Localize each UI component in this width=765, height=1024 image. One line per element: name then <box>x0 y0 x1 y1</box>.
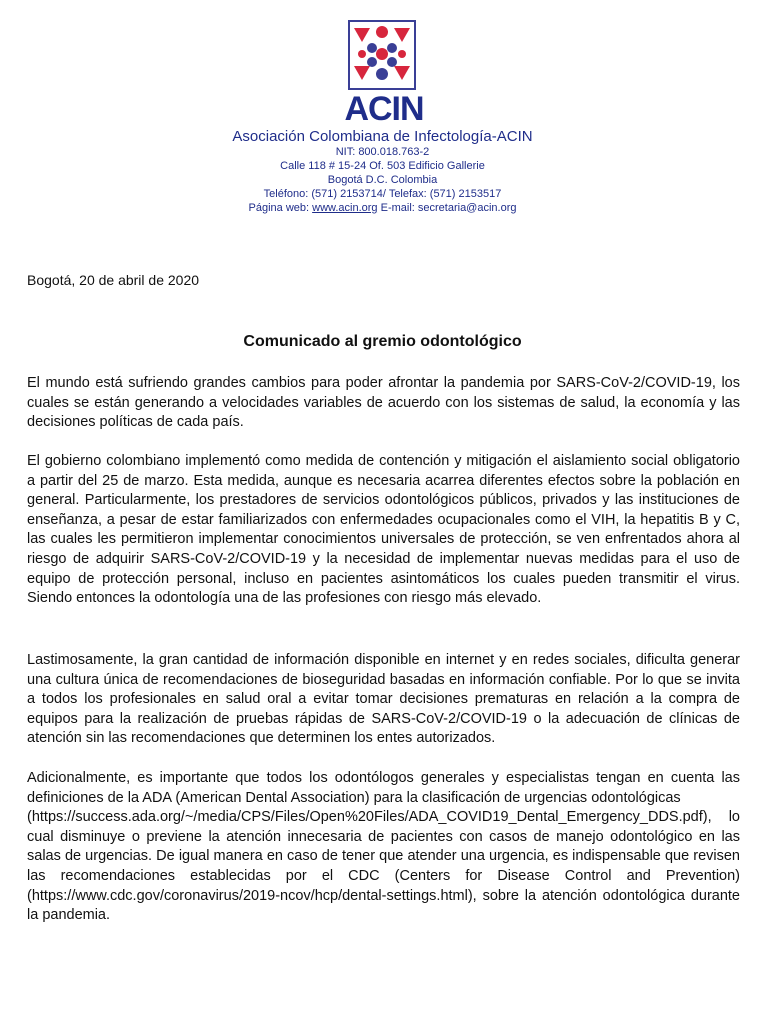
paragraph-1: El mundo está sufriendo grandes cambios para poder afrontar la pandemia por SARS-CoV-2/COVID-19, los cuales se están generando a velocidades variables de acuerdo con los sistemas de salud, la economía y las decisiones políticas de cada país. <box>27 375 740 431</box>
website-link[interactable]: www.acin.org <box>312 202 378 214</box>
logo-emblem <box>348 20 416 90</box>
email-text: E-mail: secretaria@acin.org <box>377 202 517 214</box>
paragraph-2: El gobierno colombiano implementó como medida de contención y mitigación el aislamiento social obligatorio a partir del 25 de marzo. Esta medida, aunque es necesaria acarrea diferentes efectos sobre la población en general. Particularmente, los prestadores de servicios odontológicos públicos, privados y las instituciones de enseñanza, a pesar de estar familiarizados con enfermedades ocupacionales como el VIH, la hepatitis B y C, las cuales les permitieron implementar conocimientos universales de protección, se ven enfrentados ahora al riesgo de adquirir SARS-CoV-2/COVID-19 y la necesidad de implementar nuevas medidas para el uso de equipo de protección personal, incluso en pacientes asintomáticos los cuales pueden transmitir el virus. Siendo entonces la odontología una de las profesiones con riesgo más elevado. <box>27 453 740 607</box>
paragraph-4 <box>27 769 740 926</box>
organization-contact <box>200 201 565 215</box>
paragraph-4-body: lo cual disminuye o previene la atención innecesaria de pacientes con casos de manejo odontológico en las salas de urgencias. De igual manera en caso de tener que atender una urgencia, es indispensable que revisen las recomendaciones establecidas por el CDC (Centers for Disease Control and Prevention) (https://www.cdc.gov/coronavirus/2019-ncov/hcp/dental-settings.html), sobre la atención odontológica durante la pandemia. <box>27 809 740 924</box>
organization-address: Calle 118 # 15-24 Of. 503 Edificio Gallerie <box>280 160 485 172</box>
letter-date: Bogotá, 20 de abril de 2020 <box>27 272 200 288</box>
letterhead <box>200 128 565 215</box>
letter-title: Comunicado al gremio odontológico <box>243 333 522 350</box>
ada-url: (https://success.ada.org/~/media/CPS/Files/Open%20Files/ADA_COVID19_Dental_Emergency_DDS.pdf), <box>27 809 712 826</box>
logo-emblem-graphic <box>350 22 414 88</box>
organization-phone: Teléfono: (571) 2153714/ Telefax: (571) 2153517 <box>263 188 502 200</box>
paragraph-4-intro: Adicionalmente, es importante que todos los odontólogos generales y especialistas tengan en cuenta las definiciones de la ADA (American Dental Association) para la clasificación de urgencias odontológicas <box>27 770 740 806</box>
logo-wordmark: ACIN <box>344 90 424 128</box>
organization-city: Bogotá D.C. Colombia <box>327 174 438 186</box>
acin-logo <box>338 20 428 128</box>
web-label: Página web: <box>248 202 313 214</box>
paragraph-3: Lastimosamente, la gran cantidad de información disponible en internet y en redes sociales, dificulta generar una cultura única de recomendaciones de bioseguridad basadas en información confiable. Por lo que se invita a todos los profesionales en salud oral a evitar tomar decisiones prematuras en relación a la compra de equipos para la realización de pruebas rápidas de SARS-CoV-2/COVID-19 o la adecuación de clínicas de atención sin las recomendaciones que determinen los entes autorizados. <box>27 652 740 747</box>
organization-nit: NIT: 800.018.763-2 <box>335 146 430 158</box>
organization-name: Asociación Colombiana de Infectología-ACIN <box>232 128 533 145</box>
